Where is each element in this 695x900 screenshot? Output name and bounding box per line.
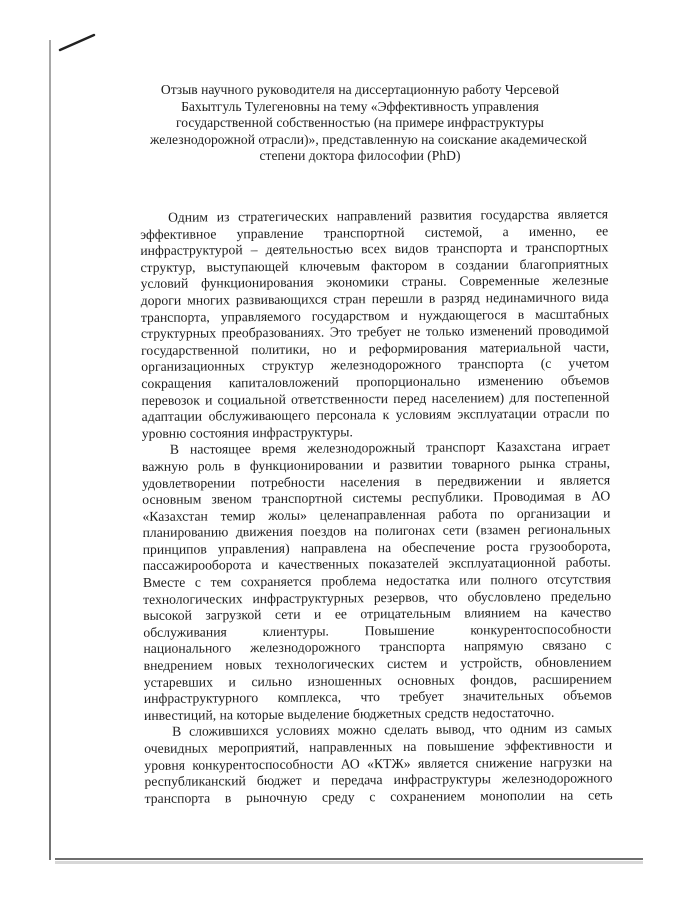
text-line: принципов управления) направлена на обеспечение роста грузооборота, bbox=[142, 538, 611, 557]
document-heading bbox=[150, 82, 587, 165]
text-line: устаревших и сильно изношенных основных фондов, расширением bbox=[143, 670, 612, 690]
text-line: технологических инфраструктурных резервов, что обусловлено предельно bbox=[142, 587, 612, 607]
text-line: внедрением новых технологических систем и устройств, обновлением bbox=[143, 654, 612, 674]
text-line: высокой загрузкой сети и ее отрицательным влиянием на качество bbox=[143, 604, 612, 624]
text-line: планированию движения поездов на полигонах сети (взамен региональных bbox=[142, 521, 611, 541]
text-line: обслуживания клиентуры. Повышение конкурентоспособности bbox=[143, 621, 612, 640]
text-line: В настоящее время железнодорожный транспорт Казахстана играет bbox=[169, 438, 610, 458]
text-line: очевидных мероприятий, направленных на повышение эффективности и bbox=[144, 737, 613, 756]
heading-line: Бахытгуль Тулегеновны на тему «Эффективность управления bbox=[181, 98, 539, 114]
text-line: условий функционирования экономики страны. Современные железные bbox=[140, 272, 609, 292]
paragraph bbox=[144, 721, 613, 808]
paragraph bbox=[140, 206, 610, 442]
text-line: республиканский бюджет и передача инфраструктуры железнодорожного bbox=[144, 770, 613, 790]
text-line: инфраструктурного комплекса, что требует значительных объемов bbox=[143, 687, 612, 707]
text-line: перевозок и социальной ответственности перед населением) для постепенной bbox=[141, 388, 610, 408]
pen-stroke-mark bbox=[58, 32, 98, 52]
heading-line: степени доктора философии (PhD) bbox=[259, 148, 461, 164]
heading-line: Отзыв научного руководителя на диссертационную работу Черсевой bbox=[160, 82, 560, 97]
page-bottom-edge bbox=[55, 858, 643, 860]
page-bottom-shadow bbox=[55, 861, 643, 864]
text-line: транспорта в рыночную среду с сохранением монополии на сеть bbox=[144, 787, 613, 806]
text-line: национального железнодорожного транспорта напрямую связано с bbox=[143, 637, 612, 657]
heading-line: государственной собственностью (на примере инфраструктуры bbox=[176, 115, 544, 131]
heading-line: железнодорожной отрасли)», представленную на соискание академической bbox=[150, 131, 587, 147]
text-line: «Казахстан темир жолы» целенаправленная работа по организации и bbox=[142, 505, 611, 524]
text-line: В сложившихся условиях можно сделать вывод, что одним из самых bbox=[172, 720, 613, 740]
text-line: инвестиций, на которые выделение бюджетных средств недостаточно. bbox=[143, 704, 555, 723]
text-line: пассажирооборота и качественных показателей эксплуатационной работы. bbox=[142, 554, 611, 574]
text-line: структур, выступающей ключевым фактором в создании благоприятных bbox=[140, 256, 609, 275]
text-line: основным звеном транспортной системы республики. Проводимая в АО bbox=[142, 488, 611, 508]
text-line: Вместе с тем сохраняется проблема недостатка или полного отсутствия bbox=[142, 571, 611, 591]
text-line: государственной политики, но и реформирования материальной части, bbox=[141, 339, 610, 358]
text-line: эффективное управление транспортной системой, а именно, ее bbox=[140, 222, 609, 242]
text-line: организационных структур железнодорожного транспорта (с учетом bbox=[141, 355, 610, 375]
text-line: транспорта, управляемого государством и нуждающегося в масштабных bbox=[140, 305, 609, 325]
text-line: дороги многих развивающихся стран перешли в разряд нединамичного вида bbox=[140, 289, 609, 308]
document-body bbox=[140, 206, 613, 807]
text-line: важную роль в функционировании и развитии товарного рынка страны, bbox=[141, 455, 611, 474]
text-line: сокращения капиталовложений пропорционально изменению объемов bbox=[141, 372, 610, 391]
text-line: адаптации обслуживающего персонала к условиям эксплуатации отрасли по bbox=[141, 405, 610, 425]
page-left-edge bbox=[49, 40, 51, 860]
paragraph bbox=[142, 439, 612, 725]
text-line: уровню состояния инфраструктуры. bbox=[141, 424, 353, 441]
text-line: инфраструктурой – деятельностью всех видов транспорта и транспортных bbox=[140, 239, 609, 259]
text-line: Одним из стратегических направлений развития государства является bbox=[167, 206, 609, 225]
text-line: уровня конкурентоспособности АО «КТЖ» является снижение нагрузки на bbox=[144, 753, 613, 773]
text-line: структурных преобразованиях. Это требует не только изменений проводимой bbox=[140, 322, 610, 342]
text-line: удовлетворении потребности населения в передвижении и является bbox=[142, 471, 611, 491]
